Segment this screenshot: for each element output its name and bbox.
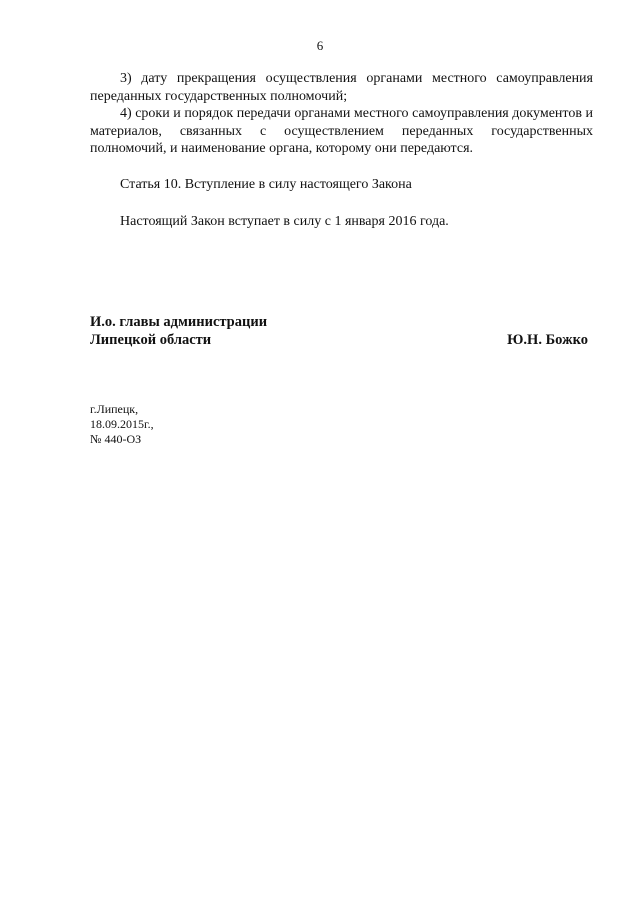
document-footer [90, 402, 154, 447]
effective-date-paragraph: Настоящий Закон вступает в силу с 1 января 2016 года. [120, 214, 449, 229]
footer-date: 18.09.2015г., [90, 417, 154, 431]
paragraph-item-3: 3) дату прекращения осуществления органами местного самоуправления переданных государственных полномочий; [90, 71, 593, 104]
signatory-name: Ю.Н. Божко [507, 331, 588, 348]
article-heading: Статья 10. Вступление в силу настоящего Закона [120, 176, 412, 192]
page-number: 6 [316, 38, 324, 53]
spacer [90, 158, 593, 176]
footer-number: № 440-ОЗ [90, 432, 142, 446]
body-text [90, 70, 593, 231]
signatory-title-line1: И.о. главы администрации [90, 314, 268, 330]
footer-city: г.Липецк, [90, 402, 139, 416]
signature-block [90, 314, 590, 349]
signatory-title-line2: Липецкой области [90, 331, 212, 348]
signature-row [90, 332, 590, 350]
spacer [90, 193, 593, 213]
paragraph-item-4: 4) сроки и порядок передачи органами местного самоуправления документов и материалов, связанных с осуществлением переданных государственных полномочий, и наименование органа, которому они передаются. [90, 106, 593, 156]
